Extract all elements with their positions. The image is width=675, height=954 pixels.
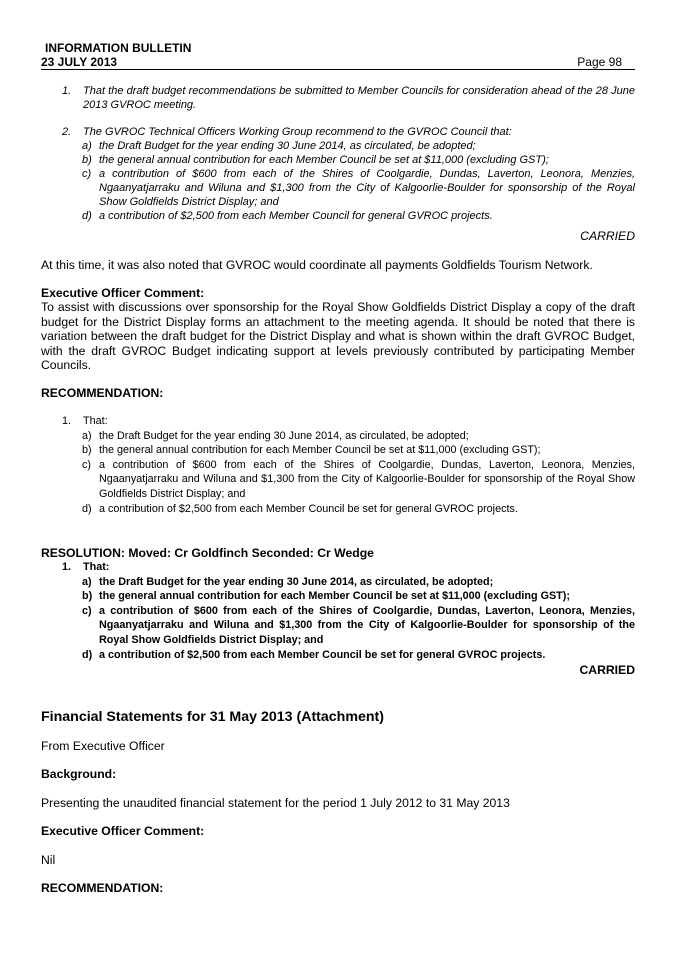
subitem-letter: c) <box>82 458 91 471</box>
subitem-text: a contribution of $2,500 from each Member Council be set for general GVROC projects. <box>99 648 546 661</box>
prior-item-number: 2. <box>62 126 72 138</box>
subitem-letter: b) <box>82 590 93 603</box>
res-subitem-a <box>41 575 635 590</box>
fin-exec-comment-text: Nil <box>41 853 56 867</box>
res-subitem-b <box>41 589 635 604</box>
prior-carried: CARRIED <box>580 229 635 243</box>
financial-statements-heading: Financial Statements for 31 May 2013 (Attachment) <box>41 709 384 725</box>
rec-number: 1. <box>62 415 72 427</box>
subitem-letter: d) <box>82 648 93 661</box>
prior-subitem-d <box>41 209 635 223</box>
prior-item-number: 1. <box>62 85 72 97</box>
exec-comment-text: To assist with discussions over sponsorship for the Royal Show Goldfields District Display a copy of the draft budget for the District Display forms an attachment to the meeting agenda. It should be noted that there is variation between the draft budget for the District Display and what is shown within the draft GVROC Budget, with the draft GVROC Budget indicating support at levels previously contributed by participating Member Councils. <box>41 300 635 373</box>
res-subitem-d <box>41 648 635 663</box>
rec-that: That: <box>83 415 108 427</box>
subitem-letter: a) <box>82 575 92 588</box>
res-that: That: <box>83 561 110 573</box>
recommendation-heading: RECOMMENDATION: <box>41 386 164 400</box>
subitem-text: the Draft Budget for the year ending 30 June 2014, as circulated, be adopted; <box>99 575 494 588</box>
subitem-letter: a) <box>82 140 92 152</box>
subitem-letter: c) <box>82 168 92 180</box>
rec-subitem-b <box>41 443 635 458</box>
from-executive-officer: From Executive Officer <box>41 739 165 753</box>
subitem-text: the general annual contribution for each Member Council be set at $11,000 (excluding GST); <box>99 154 549 166</box>
subitem-letter: b) <box>82 444 92 457</box>
subitem-text: the general annual contribution for each Member Council be set at $11,000 (excluding GST); <box>99 590 570 603</box>
prior-item-1 <box>41 84 635 112</box>
subitem-letter: d) <box>82 210 92 222</box>
resolution-heading: RESOLUTION: Moved: Cr Goldfinch Seconded: Cr Wedge <box>41 546 374 560</box>
bulletin-title: INFORMATION BULLETIN <box>45 41 192 55</box>
note-text: At this time, it was also noted that GVROC would coordinate all payments Goldfields Tourism Network. <box>41 258 593 272</box>
rec-subitem-c <box>41 458 635 502</box>
resolution-carried: CARRIED <box>579 663 635 677</box>
page-number: Page 98 <box>577 55 622 69</box>
header-rule <box>41 69 635 70</box>
bulletin-date: 23 JULY 2013 <box>41 55 118 69</box>
subitem-text: the Draft Budget for the year ending 30 June 2014, as circulated, be adopted; <box>99 429 469 442</box>
prior-item-text: That the draft budget recommendations be submitted to Member Councils for consideration ahead of the 28 June 2013 GVROC meeting. <box>83 85 635 111</box>
rec-subitem-d <box>41 502 635 517</box>
subitem-text: a contribution of $600 from each of the Shires of Coolgardie, Dundas, Laverton, Leonora, Menzies, Ngaanyatjarraku and Wiluna and $1,300 from the City of Kalgoorlie-Boulder for sponsorship of the Royal Show Goldfields District Display; and <box>99 168 635 208</box>
res-subitem-c <box>41 604 635 648</box>
prior-subitem-c <box>41 167 635 209</box>
resolution-list <box>41 560 635 662</box>
subitem-text: a contribution of $600 from each of the Shires of Coolgardie, Dundas, Laverton, Leonora, Menzies, Ngaanyatjarraku and Wiluna and $1,300 from the City of Kalgoorlie-Boulder for sponsorship of the Royal Show Goldfields District Display; and <box>99 458 635 500</box>
subitem-text: the Draft Budget for the year ending 30 June 2014, as circulated, be adopted; <box>99 140 476 152</box>
subitem-letter: b) <box>82 154 92 166</box>
recommendation-list <box>41 414 635 516</box>
exec-comment-heading: Executive Officer Comment: <box>41 286 205 300</box>
subitem-text: the general annual contribution for each Member Council be set at $11,000 (excluding GST); <box>99 444 541 457</box>
subitem-text: a contribution of $600 from each of the Shires of Coolgardie, Dundas, Laverton, Leonora, Menzies, Ngaanyatjarraku and Wiluna and $1,300 from the City of Kalgoorlie-Boulder for sponsorship of the Royal Show Goldfields District Display; and <box>99 604 635 646</box>
subitem-letter: a) <box>82 429 92 442</box>
rec-subitem-a <box>41 429 635 444</box>
prior-subitem-b <box>41 153 635 167</box>
background-text: Presenting the unaudited financial statement for the period 1 July 2012 to 31 May 2013 <box>41 796 510 810</box>
prior-subitem-a <box>41 139 635 153</box>
subitem-text: a contribution of $2,500 from each Member Council be set for general GVROC projects. <box>99 502 518 515</box>
fin-recommendation-heading: RECOMMENDATION: <box>41 881 164 895</box>
prior-item-text: The GVROC Technical Officers Working Group recommend to the GVROC Council that: <box>83 126 512 138</box>
subitem-letter: d) <box>82 502 92 515</box>
subitem-letter: c) <box>82 604 92 617</box>
res-number: 1. <box>62 561 72 573</box>
fin-exec-comment-heading: Executive Officer Comment: <box>41 824 205 838</box>
subitem-text: a contribution of $2,500 from each Member Council for general GVROC projects. <box>99 210 493 222</box>
background-heading: Background: <box>41 767 117 781</box>
prior-item-2 <box>41 125 635 223</box>
